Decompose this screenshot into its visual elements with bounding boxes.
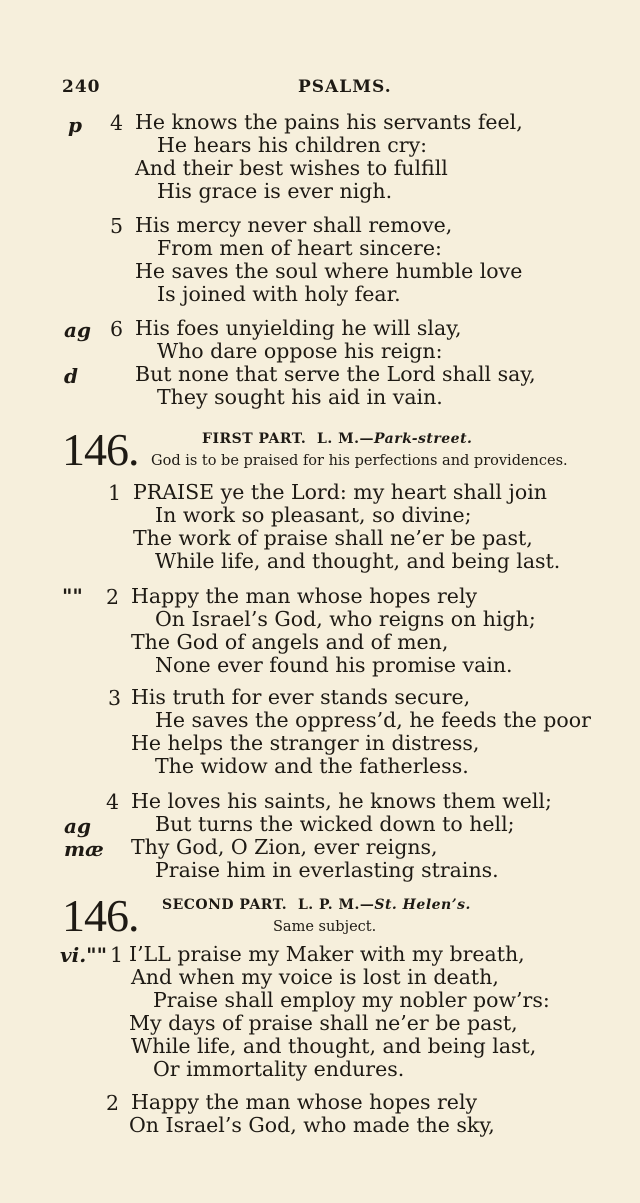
stanza-number: 2: [106, 585, 120, 609]
verse-line: My days of praise shall ne’er be past,: [129, 1011, 518, 1035]
verse-line: And when my voice is lost in death,: [131, 965, 499, 989]
verse-line: Thy God, O Zion, ever reigns,: [131, 835, 438, 859]
dynamic-mark: mæ: [64, 837, 104, 861]
hymn-number: [62, 890, 139, 941]
verse-line: The work of praise shall ne’er be past,: [133, 526, 533, 550]
hymn-subject: God is to be praised for his perfections and providences.: [151, 453, 568, 469]
verse-line: Or immortality endures.: [153, 1057, 405, 1081]
verse-line: Praise shall employ my nobler pow’rs:: [153, 988, 550, 1012]
verse-line: He loves his saints, he knows them well;: [131, 789, 552, 813]
verse-line: From men of heart sincere:: [157, 236, 442, 260]
verse-line: He saves the soul where humble love: [135, 259, 523, 283]
verse-line: PRAISE ye the Lord: my heart shall join: [133, 480, 547, 504]
running-title: PSALMS.: [298, 77, 392, 97]
verse-line: But turns the wicked down to hell;: [155, 812, 515, 836]
dynamic-mark: d: [64, 364, 78, 388]
hymn-number-text: 146.: [62, 890, 139, 941]
verse-line: On Israel’s God, who made the sky,: [129, 1113, 495, 1137]
stanza-number: 3: [108, 686, 122, 710]
verse-line: Happy the man whose hopes rely: [131, 584, 478, 608]
verse-line: And their best wishes to fulfill: [135, 156, 448, 180]
stanza-number: 2: [106, 1091, 120, 1115]
meter-label: L. M.—: [317, 431, 374, 447]
verse-line: But none that serve the Lord shall say,: [135, 362, 536, 386]
verse-line: He saves the oppress’d, he feeds the poor: [155, 708, 591, 732]
stanza-number: 1: [110, 943, 124, 967]
verse-line: His truth for ever stands secure,: [131, 685, 471, 709]
part-label: FIRST PART.: [202, 431, 307, 447]
dynamic-mark: ag: [64, 814, 91, 838]
verse-line: Praise him in everlasting strains.: [155, 858, 499, 882]
meter-label: L. P. M.—: [297, 897, 375, 913]
verse-line: Is joined with holy fear.: [157, 282, 401, 306]
verse-line: His mercy never shall remove,: [135, 213, 453, 237]
tune-label: Park-street.: [374, 431, 473, 447]
stanza-number: 4: [110, 111, 124, 135]
section-heading: [162, 897, 471, 913]
part-label: SECOND PART.: [162, 897, 288, 913]
dynamic-mark: vi."": [60, 943, 108, 967]
section-heading: [202, 431, 472, 447]
verse-line: His grace is ever nigh.: [157, 179, 393, 203]
verse-line: They sought his aid in vain.: [157, 385, 443, 409]
verse-line: On Israel’s God, who reigns on high;: [155, 607, 536, 631]
hymn-number-text: 146.: [62, 424, 139, 475]
verse-line: Who dare oppose his reign:: [157, 339, 443, 363]
verse-line: He helps the stranger in distress,: [131, 731, 480, 755]
verse-line: The widow and the fatherless.: [155, 754, 469, 778]
verse-line: He knows the pains his servants feel,: [135, 110, 523, 134]
hymn-number: [62, 424, 139, 475]
verse-line: The God of angels and of men,: [131, 630, 449, 654]
dynamic-mark: p: [68, 113, 82, 137]
stanza-number: 5: [110, 214, 124, 238]
stanza-number: 6: [110, 317, 124, 341]
stanza-number: 1: [108, 481, 122, 505]
verse-line: While life, and thought, and being last,: [131, 1034, 537, 1058]
dynamic-mark: ag: [64, 318, 91, 342]
verse-line: His foes unyielding he will slay,: [135, 316, 462, 340]
dynamic-mark: "": [62, 584, 83, 608]
verse-line: I’LL praise my Maker with my breath,: [129, 942, 525, 966]
stanza-number: 4: [106, 790, 120, 814]
verse-line: None ever found his promise vain.: [155, 653, 513, 677]
hymn-subject: Same subject.: [273, 919, 377, 935]
verse-line: In work so pleasant, so divine;: [155, 503, 472, 527]
verse-line: He hears his children cry:: [157, 133, 428, 157]
verse-line: While life, and thought, and being last.: [155, 549, 561, 573]
tune-label: St. Helen’s.: [374, 897, 471, 913]
verse-line: Happy the man whose hopes rely: [131, 1090, 478, 1114]
page-number: 240: [62, 77, 101, 97]
